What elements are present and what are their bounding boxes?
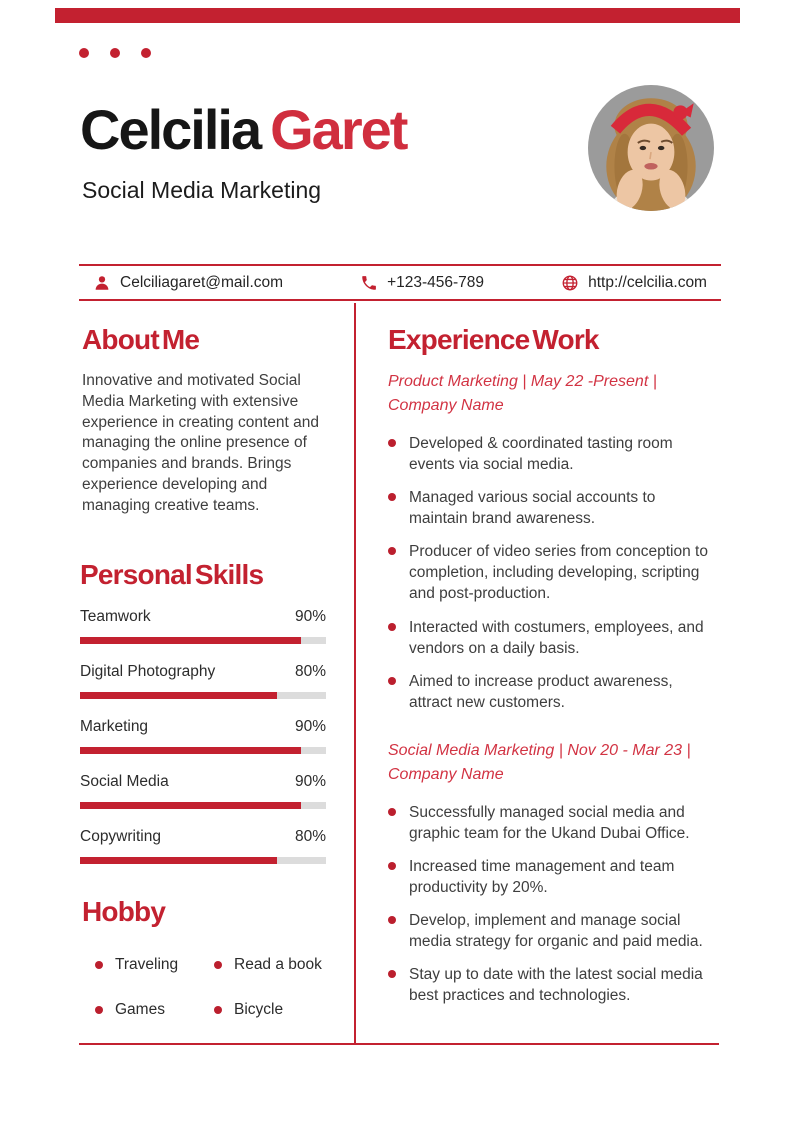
skill-row	[80, 773, 326, 809]
experience-bullet	[388, 617, 718, 659]
skill-percent: 90%	[294, 718, 326, 735]
skill-bar-fill	[80, 802, 301, 809]
experience-bullet	[388, 433, 718, 475]
skill-percent: 80%	[294, 828, 326, 845]
skill-bar-track	[80, 637, 326, 644]
dot-icon	[79, 48, 89, 58]
column-divider	[354, 303, 356, 1043]
experience-section	[388, 324, 718, 1018]
decorative-dots	[79, 48, 151, 58]
experience-bullet	[388, 541, 718, 604]
skill-percent: 90%	[294, 608, 326, 625]
hobby-title: Hobby	[82, 896, 166, 927]
first-name: Celcilia	[80, 98, 261, 161]
globe-icon	[561, 274, 579, 292]
bullet-text: Developed & coordinated tasting room events via social media.	[409, 435, 673, 474]
hobby-item	[95, 1001, 214, 1019]
job-title	[388, 739, 718, 787]
contact-website-text: http://celcilia.com	[588, 273, 707, 291]
bullet-text: Develop, implement and manage social media strategy for organic and paid media.	[409, 912, 703, 951]
experience-bullet	[388, 910, 718, 952]
job-title-line1: Product Marketing | May 22 -Present |	[388, 373, 657, 390]
job-title	[388, 370, 718, 418]
job-title-line1: Social Media Marketing | Nov 20 - Mar 23 |	[388, 741, 691, 759]
hobby-label: Traveling	[115, 956, 179, 973]
skill-row	[80, 828, 326, 864]
skill-row	[80, 718, 326, 754]
contact-phone	[360, 274, 484, 292]
skill-list	[80, 608, 326, 864]
skills-section	[80, 559, 326, 883]
hobby-grid	[95, 956, 334, 1019]
job-title-line2: Company Name	[388, 765, 504, 783]
last-name: Garet	[270, 98, 407, 161]
experience-bullet	[388, 802, 718, 844]
skill-bar-track	[80, 802, 326, 809]
skill-label: Digital Photography	[80, 663, 216, 680]
bullet-text: Successfully managed social media and graphic team for the Ukand Dubai Office.	[409, 803, 690, 842]
hobby-label: Bicycle	[234, 1001, 284, 1018]
about-title: About Me	[82, 324, 200, 355]
contact-bar	[79, 264, 721, 301]
hobby-label: Games	[115, 1001, 165, 1018]
hobby-item	[214, 956, 334, 974]
hobby-section	[82, 896, 334, 1019]
person-icon	[93, 274, 111, 292]
contact-email	[93, 274, 283, 292]
profile-photo	[588, 85, 714, 211]
bullet-icon	[388, 493, 396, 501]
bullet-text: Interacted with costumers, employees, and vendors on a daily basis.	[409, 618, 704, 657]
bullet-icon	[388, 547, 396, 555]
skill-bar-track	[80, 857, 326, 864]
skill-bar-track	[80, 692, 326, 699]
skill-label: Marketing	[80, 718, 149, 735]
skill-bar-fill	[80, 692, 277, 699]
bullet-icon	[95, 1006, 103, 1014]
bullet-icon	[388, 916, 396, 924]
bullet-text: Aimed to increase product awareness, attract new customers.	[409, 672, 673, 711]
dot-icon	[110, 48, 120, 58]
bullet-icon	[95, 961, 103, 969]
bullet-icon	[388, 808, 396, 816]
contact-phone-text: +123-456-789	[387, 273, 485, 291]
experience-bullet	[388, 671, 718, 713]
contact-email-text: Celciliagaret@mail.com	[120, 273, 284, 291]
bullet-text: Stay up to date with the latest social media best practices and technologies.	[409, 966, 703, 1005]
about-section	[82, 324, 328, 516]
portrait-illustration	[588, 85, 714, 211]
experience-bullet	[388, 964, 718, 1006]
phone-icon	[360, 274, 378, 292]
hobby-item	[214, 1001, 334, 1019]
bottom-rule	[79, 1043, 719, 1045]
dot-icon	[141, 48, 151, 58]
bullet-icon	[388, 862, 396, 870]
skill-row	[80, 663, 326, 699]
skill-label: Social Media	[80, 773, 169, 790]
skill-label: Copywriting	[80, 828, 161, 845]
bullet-text: Increased time management and team productivity by 20%.	[409, 858, 675, 897]
skill-bar-fill	[80, 747, 301, 754]
bullet-icon	[388, 623, 396, 631]
experience-bullet	[388, 487, 718, 529]
experience-title: Experience Work	[388, 324, 599, 355]
top-accent-bar	[55, 8, 740, 23]
job-title-line2: Company Name	[388, 397, 504, 414]
skill-percent: 80%	[294, 663, 326, 680]
bullet-icon	[214, 961, 222, 969]
skill-bar-fill	[80, 857, 277, 864]
skills-title: Personal Skills	[80, 559, 264, 590]
skill-percent: 90%	[294, 773, 326, 790]
bullet-icon	[214, 1006, 222, 1014]
skill-bar-fill	[80, 637, 301, 644]
bullet-icon	[388, 677, 396, 685]
hobby-label: Read a book	[234, 956, 322, 973]
experience-bullet	[388, 856, 718, 898]
about-text: Innovative and motivated Social Media Marketing with extensive experience in creating content and managing the online presence of companies and brands. Brings experience developing and managing creative teams.	[82, 372, 319, 514]
bullet-icon	[388, 439, 396, 447]
skill-bar-track	[80, 747, 326, 754]
bullet-text: Managed various social accounts to maintain brand awareness.	[409, 489, 656, 528]
skill-label: Teamwork	[80, 608, 151, 625]
bullet-icon	[388, 970, 396, 978]
skill-row	[80, 608, 326, 644]
bullet-text: Producer of video series from conception to completion, including developing, scripting and post-production.	[409, 543, 708, 603]
job-subtitle: Social Media Marketing	[82, 177, 322, 203]
hobby-item	[95, 956, 214, 974]
person-name	[80, 97, 406, 162]
contact-website	[561, 274, 707, 292]
